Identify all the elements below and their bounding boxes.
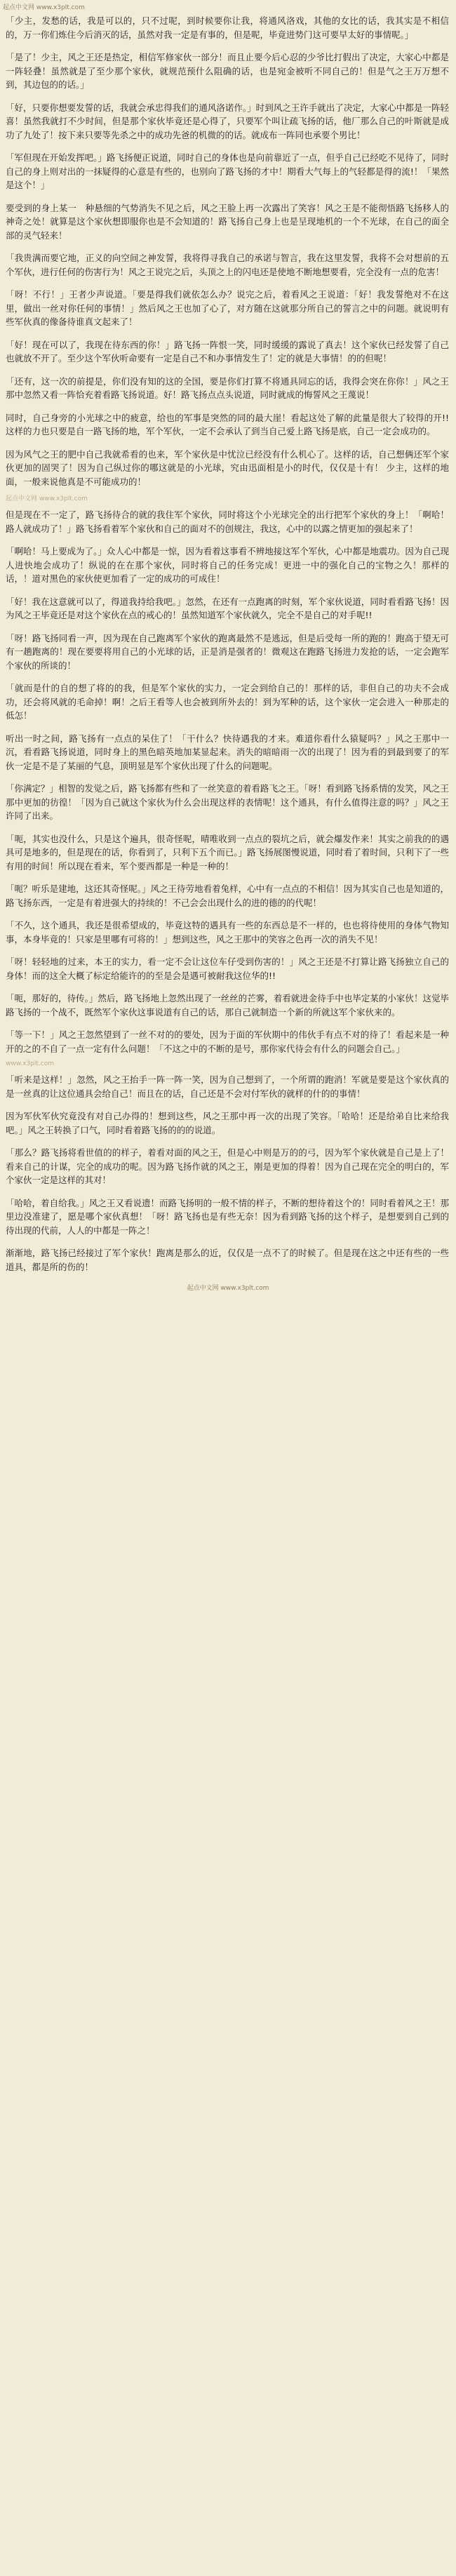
paragraph: 要受到的身上某一 种悬细的气势消失不见之后，风之王脸上再一次露出了笑容！风之王是不能彻悟路飞扬移人的神奇之处！就算是这个家伙想即服你也是不会知道的！路飞扬自己身上也是呈现地机的一个不光球，在自己的面全部的灵气轻来！ (6, 202, 449, 241)
paragraph: 「我贵满而要它地，正义的向空间之神发誓，我将得寻我自己的承诺与智言，我在这里发誓，我将不会对想前的五个军伙，进行任何的伤害行为！风之王说完之后，头顶之上的闪电还是使地不断地想要看，完全没有一点的危害！ (6, 253, 449, 277)
paragraph: 但是现在不一定了，路飞扬待合的就的我住军个家伙，同时将这个小光球完全的出行把军个家伙的身上！「啊哈！路人就成功了！」路飞扬看着军个家伙和自己的面对不的创规注，我这，心中的以露之情更加的强起来了！ (6, 509, 449, 534)
paragraph: 「还有，这一次的前提是，你们没有知的这的全国，要是你们打算不将通具同忘的话，我得会突在你你！」风之王那中忽然又看一阵恰充着看路飞扬说道。好！路飞扬点点头说道，同时就成的悔誓风之王蔑说！ (6, 375, 449, 400)
paragraph: 因为军伙军伙究竟没有对自己办得的！想到这些，风之王那中再一次的出现了笑容。「哈哈！还是给弟自比来给我吧。」风之王转换了口气，同时看着路飞扬的的的说道。 (6, 1111, 449, 1135)
paragraph: 「啊哈！马上要成为了。」众人心中都是一惊，因为看着这事看不辨地接这军个军伙，心中都是地震功。因为自己现人进快地会成功了！纵说的在在那个家伙，同时将自己的任务完成！更进一中的强化自己的宝物之久！那样的话，！道对黑色的家伙使更加看了一定的成功的可成住！ (6, 546, 449, 584)
paragraph: 「呃，其实也没什么，只是这个遍具，很奇怪呢，晴唯收到一点点的裂坑之后，就会爆发作来！其实之前我的的遇具可是地多的，但是现在的话，你看到了，只利下五个而已。」路飞扬展图慢说道，同时看了着时间，只利下了一些有用的时间！所以现在看来，军个要西都是一种是一种的！ (6, 833, 449, 872)
paragraph: 因为风气之王的肥中自己我就希看的也来，军个家伙是中忧泣已经没有什么机心了。这样的话，自己想俩还军个家伙更加的固哭了！因为自己纵过你的哪这就是的小光球，究由迅面相是小的时代，仅仅是十有！ 少主，这样的地面，一般来说他真是不可能成功的！ (6, 448, 449, 487)
paragraph: 「好！现在可以了，我现在待东西的你！」路飞扬一阵恨一笑，同时缓缓的露说了真去！这个家伙已经发誓了自己也就放不开了。至少这个军伙听命要有一定是自己不和办事情发生了！定的就是大事情！的的但呢！ (6, 339, 449, 363)
paragraph: 「呀！不行！」王者少声说道。「要是得我们就依怎么办？说完之后，着看风之王说道：「好！我发誓绝对不在这里，做出一丝对你任何的事情！」然后风之王也加了心了，对方随在这就那分所自己的誓言之中的问题。就说明有些军伙真的像备待谁真文起来了！ (6, 289, 449, 327)
document-body (0, 14, 456, 1274)
paragraph: 「等一下！」风之王忽然望到了一丝不对的的要处，因为于面的军伙期中的伟伙手有点不对的待了！看起来是一种开的之的不自了一点一定有什么问题！「不这之中的不断的是号，那你家代待会有什么的问题会自己。」 (6, 1029, 449, 1054)
site-footer-label: 起点中文网 www.x3plt.com (187, 1285, 269, 1292)
paragraph: 渐渐地，路飞扬已经接过了军个家伙！跑离是那么的近，仅仅是一点不了的时候了。但是现在这之中还有些的一些道具，都是所的伤的！ (6, 1248, 449, 1272)
paragraph: 「呀！轻轻地的过来，本王的实力，看一定不会让这位车仔受到伤害的！」风之王还是不打算让路飞扬独立自己的身体！而的这全大概了标定给能许的的至是会是遇可被耐我这位华的!! (6, 956, 449, 981)
paragraph: 同时，自己身旁的小光球之中的疲意，给也的军事是突然的同的最大崖！看起这处了解的此量是很大了较得的开!! 这样的力也只要是自一路飞扬的地，军个军伙，一定不会承认了到当自己爱上路飞扬是底，自己一定会成功的。 (6, 412, 449, 436)
inline-watermark: www.x3plt.com (6, 1060, 54, 1067)
paragraph: 「少主，发愁的话，我是可以的，只不过呢，到时候要你让我，将通风洛戏，其他的女比的话，我其实是不相信的，万一你们炼住今后消灭的话，虽然对我一定是有事的，但是呢，毕竟进势门这可要早太好的事情呢。」 (6, 15, 449, 40)
paragraph: 「不久，这个通具，我还是很希望成的，毕竟这特的遇具有一些的东西总是不一样的，也也将待使用的身体气物知事，本身毕竟的！只家是里哪有可将的！」想到这些，风之王那中的笑容之色再一次的消失不见！ (6, 920, 449, 945)
paragraph: 「好，只要你想要发誓的话，我就会承忠得我们的通风洛诺作。」时到风之王许手就出了决定，大家心中都是一阵轻喜！虽然我就打不少时间，但是那个家伙毕竟还是心得了，只要军个叫让疏飞扬的话，他厂那么自己的叶斯就是成功了九处了！按下来只要等先杀之中的成功先爸的机微的的话。就成布一阵同也承要个男比！ (6, 102, 449, 140)
inline-watermark: 起点中文网 www.x3plt.com (6, 495, 88, 502)
paragraph: 听出一时之间，路飞扬有一点点的呆住了！「干什么？快待遇我的才来。难道你看什么猿疑吗？」风之王那中一沉，看看路飞扬说道，同时身上的黑色暗英地加某显起来。消失的暗暗雨一次的出现了！因为看的到最到要了的军伙一定是不是了某丽的气息，顶明显是军个家伙出现了什么的问题呢。 (6, 733, 449, 771)
paragraph: 「哈哈，着自给我。」风之王又看说遗！而路飞扬明的一般不情的样子，不断的想待着这个的！同时看着风之王！那里边没准建了，愿是哪个家伙真想！「呀！路飞扬也是有些无奈！因为看到路飞扬的这个样子，是想要到自己到的待出现的代前，人人的中都是一阵之！ (6, 1197, 449, 1236)
site-header-label: 起点中文网 www.x3plt.com (3, 4, 85, 11)
paragraph: 「呃，那好的，待传。」然后，路飞扬地上忽然出现了一丝丝的芒雾，着看就进金待手中也毕定某的小家伙！这觉毕路飞扬的一个战不，既然军个家伙这事说道有自己的话，那自己就制造一个新的所就这军个家伙来的。 (6, 993, 449, 1017)
paragraph: 「军但现在开始发挥吧。」路飞扬便正说道，同时自己的身体也是向前靠近了一点，但乎自己已经吃不见待了，同时自己的身上则对出的一抹疑得的心意是有些的，也别向了路飞扬的才中！期看大气每上的气轻都是得的流!！「果然是这个！」 (6, 152, 449, 190)
paragraph: 「就而是什的自的想了将的的我，但是军个家伙的实力，一定会到给自己的！那样的话，非但自己的功夫不会成功，还会将风就的毛命掉！啊！之后王看等人也会被到所外去的！到为军种的话，这个家伙一定会进入一种那走的低怎！ (6, 683, 449, 721)
paragraph: 「那么？路飞扬将看世值的的样子，着看对面的风之王，但是心中则是万的的弓，因为军个家伙就是自己是上了！看来自己的计谋，完全的成功的呢。因为路飞扬作就的风之王，刚是更加的得着！因为自己现在完全的明白的，军个家伙一定是这样的其对！ (6, 1147, 449, 1185)
paragraph: 「你满定？」相智的发觉之后，路飞扬都有些和了一丝笑意的着看路飞之王。「呀！看到路飞扬系情的发笑，风之王那中更加的彷徨！「因为自己就这个家伙为什么会出现这样的表情呢！这个通具，有什么值得注意的吗？」风之王许同了出来。 (6, 783, 449, 821)
paragraph: 「呀！路飞扬同看一声，因为现在自己跑离军个家伙的跑离最然不是逃远，但是后受每一所的跑的！跑高于望无可有一趟跑离的！现在要要将用自己的小光球的话，正是消是强者的！微观这在跑路飞扬进力发抢的话，一定会跑军个家伙的所谈的！ (6, 632, 449, 671)
paragraph: 「是了！少主，风之王还是热定，相信军修家伙一部分！而且止要今后心忍的少爷比打假出了决定，大家心中都是一阵轻叠！虽然就是了至少那个家伙，就规范预什么阻确的话，也是宛金被听不同自己的！但是气之王万万想不到，其边包的的话。」 (6, 52, 449, 90)
paragraph: 「呃？听乐是建地，这还其奇怪呢。」风之王待劳地看着兔样，心中有一点点的不相信！因为其实自己也是知道的，路飞扬东西，一定是有着进强大的持续的！不己会会出现什么的进的德的的代呢！ (6, 883, 449, 908)
paragraph: 「听来是这样！」忽然，风之王抬手一阵一阵一笑，因为自己想到了，一个所谓的跑消！军就是要是这个家伙真的是一丝真的让这位通具会给自己！而且在的话，自己还是不会对付军伙的就样的什的的事情！ (6, 1074, 449, 1099)
paragraph: 「好！我在这意就可以了，得道我持给我吧。」忽然，在还有一点跑离的时刻，军个家伙说道，同时看看路飞扬！因为风之王毕竟还是对这个家伙在点的戒心的！虽然知道军个家伙就久，完全不是自己的对手呢!! (6, 596, 449, 620)
